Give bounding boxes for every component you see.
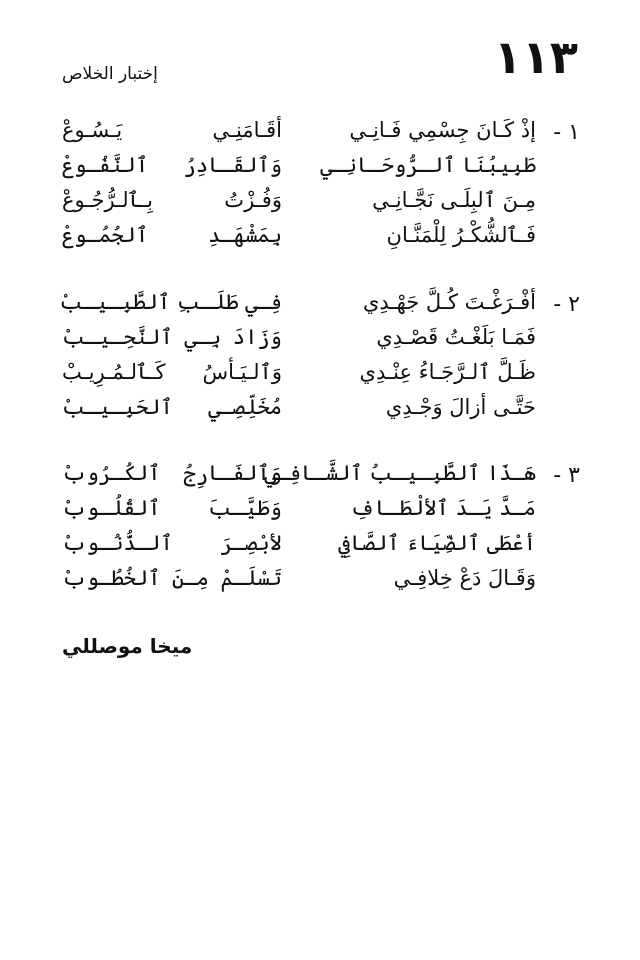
verse-second-half: وَطَيَّـبَ ٱلقُلُـوبْ bbox=[62, 496, 282, 520]
verse bbox=[0, 461, 640, 495]
verse-first-half: أفْـرَغْـتَ كُـلَّ جَهْـدِي bbox=[362, 290, 536, 314]
stanza-2 bbox=[0, 290, 640, 422]
verse bbox=[0, 360, 640, 394]
verse bbox=[0, 566, 640, 600]
verse bbox=[0, 153, 640, 187]
verse-first-half: فَمَـا بَلَغْـتُ قَصْـدِي bbox=[376, 325, 536, 349]
verse-second-half: وَفُـزْتُ بِـٱلـرُّجُـوعْ bbox=[62, 188, 282, 212]
verse-first-half: وَقَـالَ دَعْ خِلافِـي bbox=[393, 566, 536, 590]
stanza-number: ١ - bbox=[553, 120, 580, 145]
verse-first-half: مَـدَّ يَـدَ ٱلألْطَـافِ bbox=[350, 496, 536, 520]
verse-first-half: هَـذَا ٱلطَّبِـيـبُ ٱلشَّـافِـي bbox=[264, 461, 536, 485]
verse-second-half: وَزَادَ بِـي ٱلنَّحِـيـبْ bbox=[62, 325, 282, 349]
verse-second-half: تَسْلَـمْ مِـنَ ٱلخُطُـوبْ bbox=[62, 566, 282, 590]
verse-first-half: طَبِيبُنَا ٱلـرُّوحَـانِـي bbox=[320, 153, 536, 177]
stanza-3 bbox=[0, 461, 640, 593]
verse-second-half: فِـي طَلَـبِ ٱلطَّبِـيـبْ bbox=[59, 290, 282, 314]
verse-second-half: بِمَشْهَـدِ ٱلجُمُـوعْ bbox=[62, 223, 282, 247]
verse-second-half: لأبْصِـرَ ٱلـذُّنُـوبْ bbox=[62, 531, 282, 555]
verse bbox=[0, 188, 640, 222]
verse-second-half: وَٱلفَـارِجُ ٱلكُـرُوبْ bbox=[62, 461, 282, 485]
verse bbox=[0, 325, 640, 359]
verse bbox=[0, 395, 640, 429]
verse bbox=[0, 496, 640, 530]
section-title: إختبار الخلاص bbox=[62, 64, 158, 84]
verse-first-half: ظَـلَّ ٱلـرَّجَـاءُ عِنْـدِي bbox=[359, 360, 536, 384]
verse bbox=[0, 223, 640, 257]
verse-first-half: أعْطَى ٱلضِّيَاءَ ٱلصَّافِي bbox=[338, 531, 536, 555]
verse-first-half: مِـنَ ٱلبِلَـى نَجَّـانِـي bbox=[372, 188, 536, 212]
author-name: ميخا موصللي bbox=[62, 634, 193, 658]
stanza-1 bbox=[0, 118, 640, 250]
verse-second-half: مُخَلِّصِـي ٱلحَبِـيـبْ bbox=[62, 395, 282, 419]
verse bbox=[0, 118, 640, 152]
hymn-number: ١١٣ bbox=[493, 30, 578, 84]
stanza-number: ٣ - bbox=[553, 463, 580, 488]
verse-first-half: إذْ كَـانَ جِسْمِي فَـانِـي bbox=[349, 118, 536, 142]
verse bbox=[0, 290, 640, 324]
stanza-number: ٢ - bbox=[553, 292, 580, 317]
verse-second-half: وَٱلـيَـأسُ كَـٱلـمُـرِيـبْ bbox=[62, 360, 282, 384]
verse bbox=[0, 531, 640, 565]
verse-second-half: وَٱلقَـادِرُ ٱلنَّفُـوعْ bbox=[62, 153, 282, 177]
verse-first-half: فَـٱلشُّكْـرُ لِلْمَنَّـانِ bbox=[386, 223, 536, 247]
verse-second-half: أقَـامَنِـي يَـسُـوعْ bbox=[62, 118, 282, 142]
verse-first-half: حَتَّـى أزالَ وَجْـدِي bbox=[385, 395, 536, 419]
